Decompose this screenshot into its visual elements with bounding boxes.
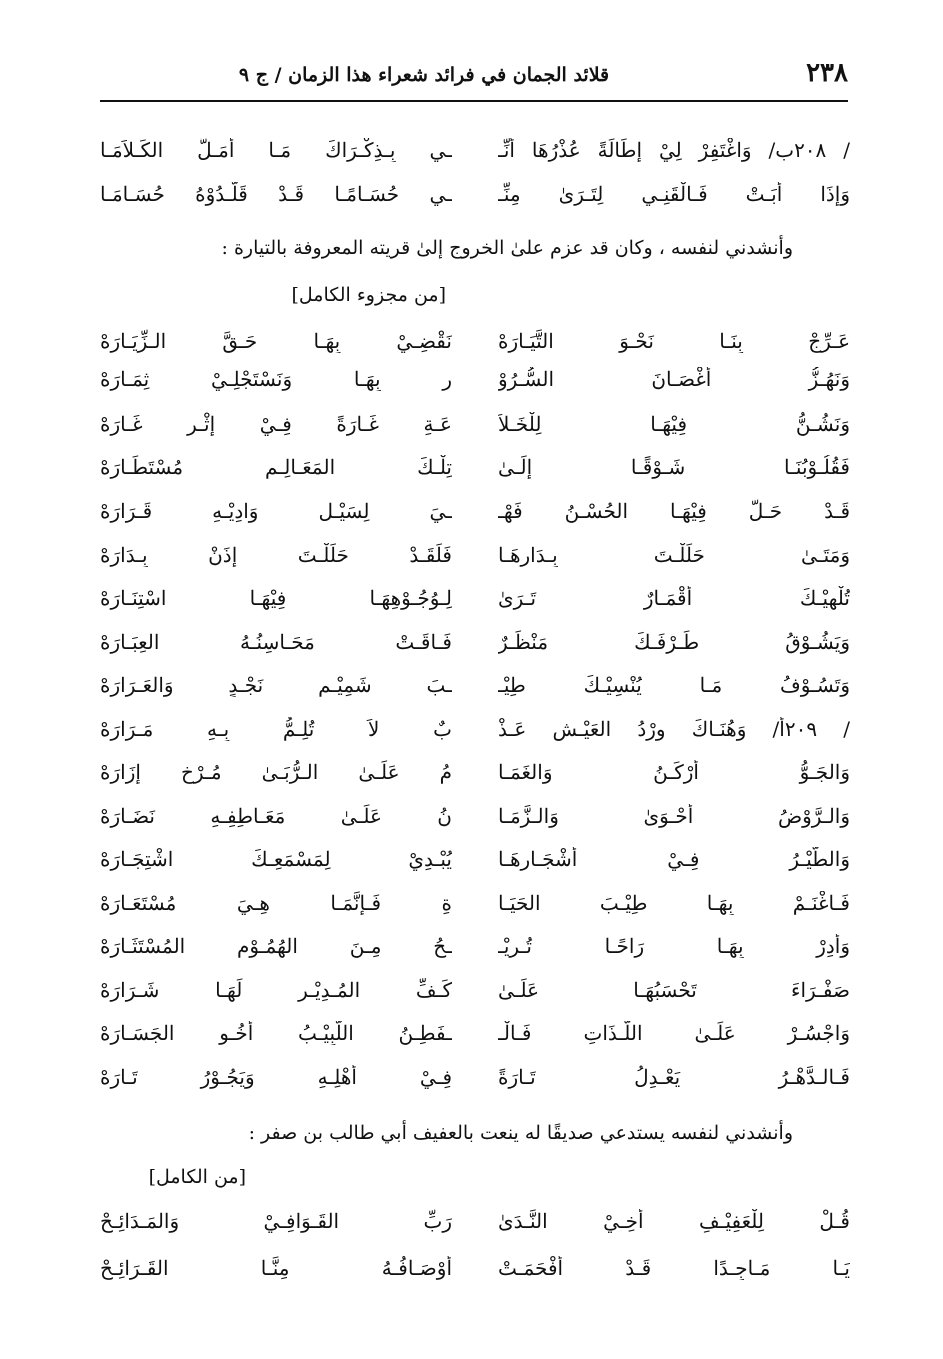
verse-first-hemistich: وَيَشُـوْقُ طَـرْفَـكَ مَنْظَـرٌ: [498, 630, 850, 654]
verse-first-hemistich: وَأَدِرْ بِهَـا رَاحًـا تُـرِيْـ: [498, 934, 850, 958]
verse-first-hemistich: وَاجْسُـرْ عَلَـىٰ اللَّـذَاتِ فَـالْـ: [498, 1021, 850, 1045]
verse-second-hemistich: ـيَ لِسَيْـلِ وَادِيْـهِ قَـرَارَهْ: [100, 499, 452, 523]
verse: [100, 754, 850, 790]
verse-first-hemistich: وَالجَـوُّ أَرْكَـنُ وَالغَمَـا: [498, 760, 850, 784]
verse-first-hemistich: قَـدْ حَـلَّ فِيْهَـا الحُسْـنُ فَهْـ: [498, 499, 850, 523]
verse: [100, 841, 850, 877]
verse-second-hemistich: ـفَطِـنُ اللَّبِيْـبُ أَخُـو الجَسَـارَهْ: [100, 1021, 452, 1045]
verse-first-hemistich: وَالـرَّوْضُ أَحْـوَىٰ وَالـزَّمَـا: [498, 804, 850, 828]
verse: [100, 1250, 850, 1286]
page-number: ٢٣٨: [806, 58, 848, 88]
verse: [100, 972, 850, 1008]
verse-first-hemistich: يَـا مَـاجِـدًا قَـدْ أَفْحَمَـتْ: [498, 1256, 850, 1280]
verse-first-hemistich: وَالطَّيْـرُ فِـيْ أَشْجَـارِهَـا: [498, 847, 850, 871]
intro-paragraph: وأنشدني لنفسه يستدعي صديقًا له ينعت بالعفيف أبي طالب بن صفر :: [248, 1122, 793, 1144]
verse-first-hemistich: صَفْـرَاءَ تَحْسَبُهَـا عَلَـىٰ: [498, 978, 850, 1002]
verse-second-hemistich: فِـيْ أَهْلِـهِ وَيَجُـوْرُ تَـارَهْ: [100, 1065, 452, 1089]
verse-first-hemistich: وَتَسُـوْفُ مَـا يُنْسِيْـكَ طِيْـ: [498, 673, 850, 697]
verse-second-hemistich: ـي حُسَـامًـا قَـدْ قَلَّـدُوْهُ حُسَـامَـا: [100, 182, 452, 206]
verse-second-hemistich: تِلْـكَ المَعَـالِـمِ مُسْتَطَـارَهْ: [100, 455, 452, 479]
verse-first-hemistich: وَإِذَا أَبَـتْ فَـالْقَنِـي لِتَـرَىٰ مِنِّـ: [498, 182, 850, 206]
verse-second-hemistich: ـحُ مِـنَ الهُمُـوْمِ المُسْتَثَـارَهْ: [100, 934, 452, 958]
verse: [100, 667, 850, 703]
verse-second-hemistich: يُبْـدِيْ لِمَسْمَعِـكَ اشْتِجَـارَهْ: [100, 847, 452, 871]
verse: [100, 928, 850, 964]
verse-second-hemistich: ـبَ شَمِيْـمِ نَجْـدٍ وَالعَـرَارَهْ: [100, 673, 452, 697]
verse: [100, 624, 850, 660]
verse: [100, 885, 850, 921]
verse-first-hemistich: فَـاغْنَـمْ بِهَـا طِيْـبَ الحَيَـا: [498, 891, 850, 915]
verse-second-hemistich: مُ عَلَـىٰ الـرُّبَـىٰ مُـرْخٍ إِزَارَهْ: [100, 760, 452, 784]
running-title: قلائد الجمان في فرائد شعراء هذا الزمان / ج ٩: [238, 64, 610, 86]
verse: [100, 537, 850, 573]
verse: [100, 176, 850, 212]
verse-first-hemistich: وَنَهُـزُّ أَغْصَـانَ السُّـرُوْ: [498, 367, 850, 391]
verse-second-hemistich: رَبِّ القَـوَافِـيْ وَالمَـدَائِـحْ: [100, 1209, 452, 1233]
verse: [100, 449, 850, 485]
verse: [100, 580, 850, 616]
intro-paragraph: وأنشدني لنفسه ، وكان قد عزم علىٰ الخروج إلىٰ قريته المعروفة بالتيارة :: [221, 237, 793, 259]
verse: [100, 361, 850, 397]
verse-second-hemistich: كَـفِّ المُـدِيْـرِ لَهَـا شَـرَارَهْ: [100, 978, 452, 1002]
verse-first-hemistich: وَنَشُـنُّ فِيْهَـا لِلْخَـلاَ: [498, 412, 850, 436]
verse-second-hemistich: لِـوُجُـوْهِهَـا فِيْهَـا اسْتِنَـارَهْ: [100, 586, 452, 610]
verse: [100, 406, 850, 442]
meter-label: [من مجزوء الكامل]: [291, 284, 446, 306]
verse: [100, 711, 850, 747]
verse-second-hemistich: رِ بِهَـا وَنَسْتَجْلِـيْ ثِمَـارَهْ: [100, 367, 452, 391]
verse-first-hemistich: فَقُلُـوْبُنَـا شَـوْقًـا إِلَـىٰ: [498, 455, 850, 479]
verse: [100, 132, 850, 168]
verse: [100, 323, 850, 359]
verse: [100, 493, 850, 529]
verse-second-hemistich: نَقْضِـيْ بِهَـا حَـقَّ الـزِّيَـارَهْ: [100, 329, 452, 353]
verse-second-hemistich: فَلَقَـدْ حَلَلْـتَ إِذَنْ بِـدَارَهْ: [100, 543, 452, 567]
verse-first-hemistich: / ٢٠٨ب/ وَاغْتَفِرْ لِيْ إِطَالَةً عُذْرُهَا أَنِّـ: [498, 138, 850, 162]
verse-first-hemistich: قُـلْ لِلْعَفِيْـفِ أَخِـيْ النَّـدَىٰ: [498, 1209, 850, 1233]
verse-second-hemistich: بٌ لاَ تُلِـمُّ بِـهِ مَـرَارَهْ: [100, 717, 452, 741]
verse-second-hemistich: ةِ فَـإِنَّمَـا هِـيَ مُسْتَعَـارَهْ: [100, 891, 452, 915]
verse-second-hemistich: أَوْصَـافُـهُ مِنَّـا القَـرَائِـحْ: [100, 1256, 452, 1280]
verse-second-hemistich: نُ عَلَـىٰ مَعَـاطِفِـهِ نَضَـارَهْ: [100, 804, 452, 828]
verse-first-hemistich: وَمَتَـىٰ حَلَلْـتَ بِـدَارِهَـا: [498, 543, 850, 567]
verse-second-hemistich: عَـةِ غَـارَةً فِـيْ إِثْـرِ غَـارَهْ: [100, 412, 452, 436]
page-header: [100, 58, 848, 102]
verse-first-hemistich: فَـالـدَّهْـرُ يَعْـدِلُ تَـارَةً: [498, 1065, 850, 1089]
verse-second-hemistich: فَـاقَـتْ مَحَـاسِنُـهُ العِبَـارَهْ: [100, 630, 452, 654]
verse: [100, 1203, 850, 1239]
verse-second-hemistich: ـي بِـذِكْـرَاكَ مَـا أَمَـلُّ الكَـلاَمَـا: [100, 138, 452, 162]
verse: [100, 798, 850, 834]
verse: [100, 1059, 850, 1095]
meter-label: [من الكامل]: [148, 1166, 246, 1188]
verse: [100, 1015, 850, 1051]
verse-first-hemistich: تُلْهِيْـكَ أَقْمَـارٌ تَـرَىٰ: [498, 586, 850, 610]
verse-first-hemistich: / ٢٠٩أ/ وَهُنَـاكَ وِرْدُ العَيْـشِ عَـذْ: [498, 717, 850, 741]
verse-first-hemistich: عَـرِّجْ بِنَـا نَحْـوَ التَّيَـارَهْ: [498, 329, 850, 353]
